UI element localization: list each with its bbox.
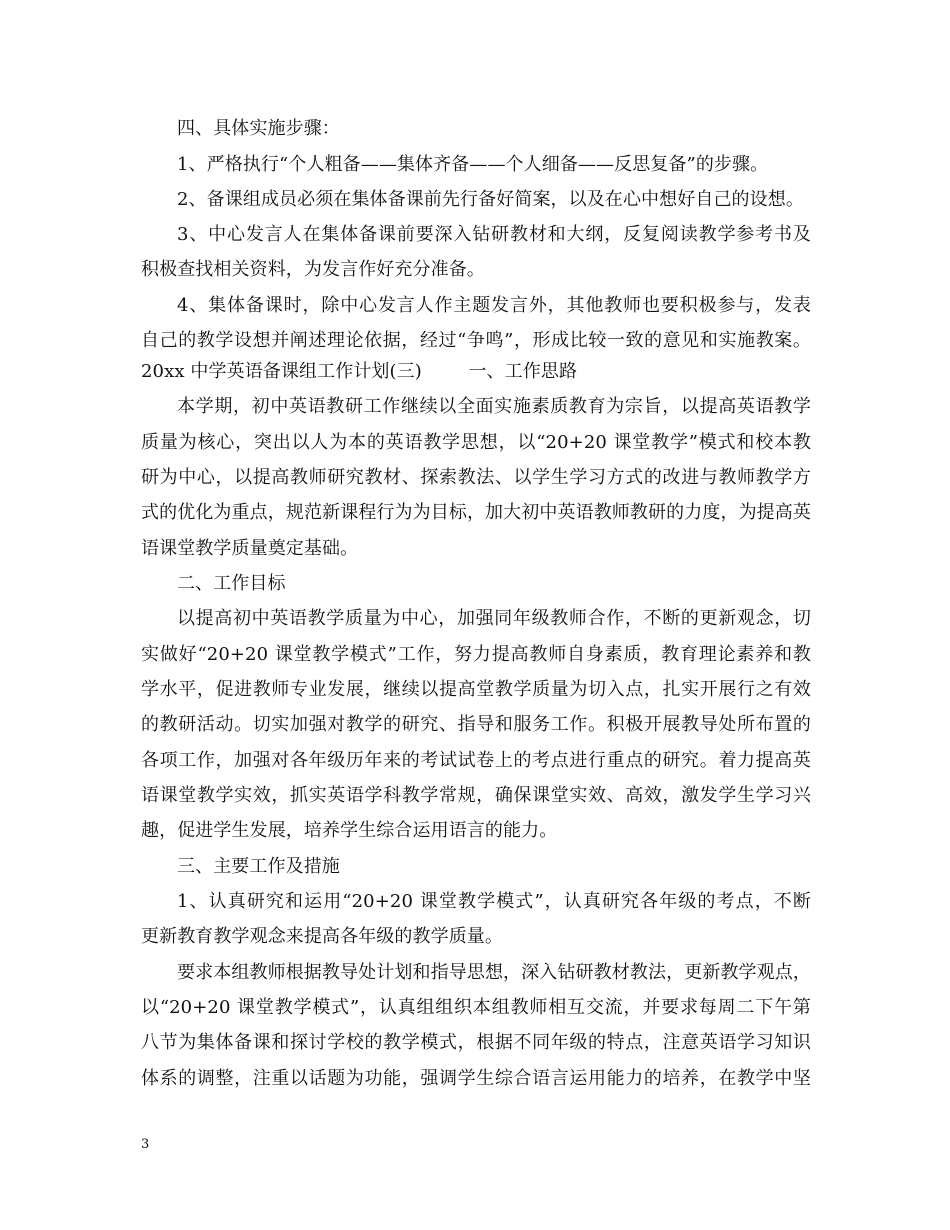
- paragraph-line: 3、中心发言人在集体备课前要深入钻研教材和大纲，反复阅读教学参考书及: [177, 224, 811, 245]
- paragraph-line: 研为中心，以提高教师研究教材、探索教法、以学生学习方式的改进与教师教学方: [141, 467, 811, 488]
- paragraph-line: 的教研活动。切实加强对教学的研究、指导和服务工作。积极开展教导处所布置的: [141, 714, 811, 735]
- paragraph-line: 各项工作，加强对各年级历年来的考试试卷上的考点进行重点的研究。着力提高英: [141, 750, 811, 771]
- paragraph-line: 式的优化为重点，规范新课程行为为目标，加大初中英语教师教研的力度，为提高英: [141, 502, 811, 523]
- paragraph-line: 以提高初中英语教学质量为中心，加强同年级教师合作，不断的更新观念，切: [177, 608, 811, 629]
- paragraph-line: 积极查找相关资料，为发言作好充分准备。: [141, 259, 485, 280]
- paragraph-line: 八节为集体备课和探讨学校的教学模式，根据不同年级的特点，注意英语学习知识: [141, 1032, 811, 1053]
- paragraph-line: 质量为核心，突出以人为本的英语教学思想，以“20+20 课堂教学”模式和校本教: [141, 432, 811, 453]
- paragraph-line: 本学期，初中英语教研工作继续以全面实施素质教育为宗旨，以提高英语教学: [177, 396, 811, 417]
- paragraph-line: 自己的教学设想并阐述理论依据，经过“争鸣”，形成比较一致的意见和实施教案。: [141, 330, 811, 351]
- paragraph-line: 语课堂教学实效，抓实英语学科教学常规，确保课堂实效、高效，激发学生学习兴: [141, 785, 811, 806]
- paragraph-line: 1、严格执行“个人粗备——集体齐备——个人细备——反思复备”的步骤。: [177, 154, 769, 175]
- paragraph-line: 趣，促进学生发展，培养学生综合运用语言的能力。: [141, 820, 558, 841]
- paragraph-line: 体系的调整，注重以话题为功能，强调学生综合语言运用能力的培养，在教学中坚: [141, 1068, 811, 1089]
- page-number: 3: [141, 1137, 150, 1152]
- paragraph-line: 1、认真研究和运用“20+20 课堂教学模式”，认真研究各年级的考点，不断: [177, 891, 811, 912]
- paragraph-line: 2、备课组成员必须在集体备课前先行备好简案，以及在心中想好自己的设想。: [177, 189, 804, 210]
- paragraph-line: 要求本组教师根据教导处计划和指导思想，深入钻研教材教法，更新教学观点，: [177, 962, 811, 983]
- paragraph-line: 更新教育教学观念来提高各年级的教学质量。: [141, 926, 503, 947]
- paragraph-line: 4、集体备课时，除中心发言人作主题发言外，其他教师也要积极参与，发表: [177, 295, 811, 316]
- heading-implementation-steps: 四、具体实施步骤：: [177, 118, 340, 139]
- paragraph-line: 实做好“20+20 课堂教学模式”工作，努力提高教师自身素质，教育理论素养和教: [141, 644, 811, 665]
- paragraph-line: 语课堂教学质量奠定基础。: [141, 538, 359, 559]
- heading-work-goals: 二、工作目标: [177, 573, 286, 594]
- section-title-plan-three: 20xx 中学英语备课组工作计划(三) 一、工作思路: [141, 361, 578, 382]
- heading-main-work: 三、主要工作及措施: [177, 856, 340, 877]
- paragraph-line: 学水平，促进教师专业发展，继续以提高堂教学质量为切入点，扎实开展行之有效: [141, 679, 811, 700]
- paragraph-line: 以“20+20 课堂教学模式”，认真组组织本组教师相互交流，并要求每周二下午第: [141, 997, 811, 1018]
